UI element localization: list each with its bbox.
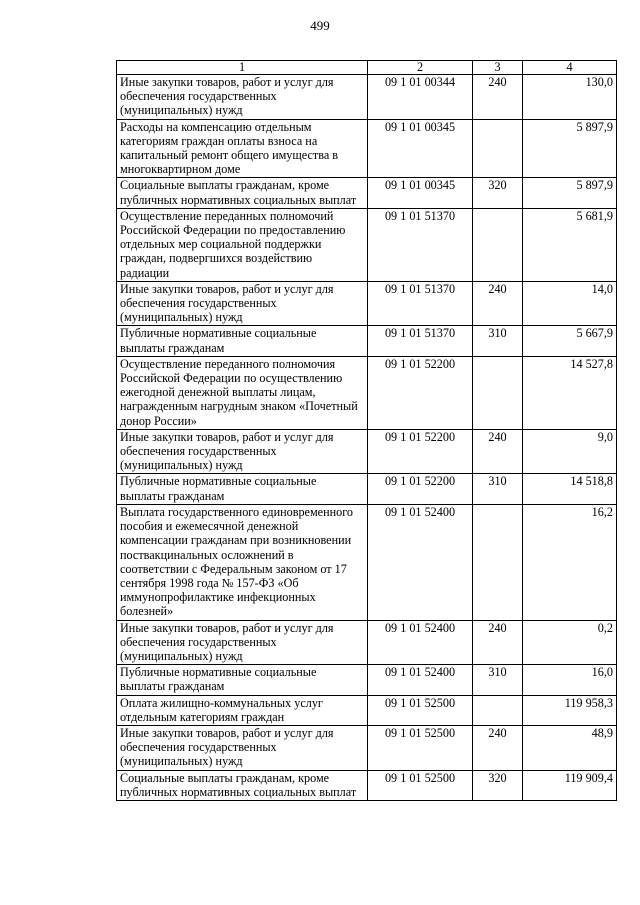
- row-expense-type-cell: 310: [473, 326, 523, 356]
- table-row: [117, 208, 617, 281]
- row-name-cell: Социальные выплаты гражданам, кроме публичных нормативных социальных выплат: [117, 178, 368, 208]
- table-row: [117, 474, 617, 504]
- row-expense-type-cell: 240: [473, 429, 523, 474]
- row-amount-cell: 14 518,8: [523, 474, 617, 504]
- row-name-cell: Публичные нормативные социальные выплаты гражданам: [117, 326, 368, 356]
- row-amount-cell: 14 527,8: [523, 356, 617, 429]
- row-code-cell: 09 1 01 52200: [368, 474, 473, 504]
- row-name-cell: Осуществление переданного полномочия Российской Федерации по осуществлению ежегодной денежной выплаты лицам, награжденным нагрудным знаком «Почетный донор России»: [117, 356, 368, 429]
- table-row: [117, 504, 617, 620]
- row-amount-cell: 5 897,9: [523, 119, 617, 178]
- row-name-cell: Публичные нормативные социальные выплаты гражданам: [117, 474, 368, 504]
- table-row: [117, 429, 617, 474]
- table-row: [117, 770, 617, 800]
- row-amount-cell: 119 909,4: [523, 770, 617, 800]
- row-name-cell: Оплата жилищно-коммунальных услуг отдельным категориям граждан: [117, 695, 368, 725]
- row-expense-type-cell: 240: [473, 75, 523, 120]
- row-code-cell: 09 1 01 51370: [368, 208, 473, 281]
- row-amount-cell: 5 897,9: [523, 178, 617, 208]
- row-amount-cell: 119 958,3: [523, 695, 617, 725]
- row-code-cell: 09 1 01 00345: [368, 178, 473, 208]
- row-expense-type-cell: [473, 356, 523, 429]
- table-body: [117, 75, 617, 801]
- table-row: [117, 665, 617, 695]
- row-name-cell: Иные закупки товаров, работ и услуг для обеспечения государственных (муниципальных) нужд: [117, 75, 368, 120]
- table-row: [117, 119, 617, 178]
- row-expense-type-cell: 240: [473, 281, 523, 326]
- row-code-cell: 09 1 01 52400: [368, 620, 473, 665]
- table-row: [117, 695, 617, 725]
- row-name-cell: Социальные выплаты гражданам, кроме публичных нормативных социальных выплат: [117, 770, 368, 800]
- row-amount-cell: 14,0: [523, 281, 617, 326]
- column-header-name: 1: [117, 61, 368, 75]
- row-name-cell: Иные закупки товаров, работ и услуг для обеспечения государственных (муниципальных) нужд: [117, 620, 368, 665]
- row-expense-type-cell: 320: [473, 770, 523, 800]
- table-row: [117, 326, 617, 356]
- table-header-row: [117, 61, 617, 75]
- table-row: [117, 281, 617, 326]
- row-code-cell: 09 1 01 52200: [368, 429, 473, 474]
- row-expense-type-cell: 310: [473, 665, 523, 695]
- row-amount-cell: 16,2: [523, 504, 617, 620]
- row-name-cell: Иные закупки товаров, работ и услуг для обеспечения государственных (муниципальных) нужд: [117, 281, 368, 326]
- row-amount-cell: 16,0: [523, 665, 617, 695]
- budget-table: [116, 60, 617, 801]
- row-expense-type-cell: 320: [473, 178, 523, 208]
- row-amount-cell: 48,9: [523, 725, 617, 770]
- row-code-cell: 09 1 01 00344: [368, 75, 473, 120]
- row-code-cell: 09 1 01 52200: [368, 356, 473, 429]
- row-code-cell: 09 1 01 52400: [368, 665, 473, 695]
- row-amount-cell: 5 667,9: [523, 326, 617, 356]
- row-code-cell: 09 1 01 51370: [368, 326, 473, 356]
- page-number: 499: [310, 18, 330, 33]
- row-code-cell: 09 1 01 52500: [368, 725, 473, 770]
- row-amount-cell: 130,0: [523, 75, 617, 120]
- table-row: [117, 725, 617, 770]
- row-name-cell: Иные закупки товаров, работ и услуг для обеспечения государственных (муниципальных) нужд: [117, 429, 368, 474]
- row-expense-type-cell: 310: [473, 474, 523, 504]
- table-row: [117, 356, 617, 429]
- row-name-cell: Выплата государственного единовременного пособия и ежемесячной денежной компенсации гражданам при возникновении поствакцинальных осложнений в соответствии с Федеральным законом от 17 сентября 1998 года № 157-ФЗ «Об иммунопрофилактике инфекционных болезней»: [117, 504, 368, 620]
- row-expense-type-cell: 240: [473, 725, 523, 770]
- row-name-cell: Расходы на компенсацию отдельным категориям граждан оплаты взноса на капитальный ремонт общего имущества в многоквартирном доме: [117, 119, 368, 178]
- row-expense-type-cell: [473, 504, 523, 620]
- row-amount-cell: 9,0: [523, 429, 617, 474]
- row-name-cell: Осуществление переданных полномочий Российской Федерации по предоставлению отдельных мер социальной поддержки граждан, подвергшихся воздействию радиации: [117, 208, 368, 281]
- row-amount-cell: 0,2: [523, 620, 617, 665]
- row-code-cell: 09 1 01 51370: [368, 281, 473, 326]
- column-header-expense-type: 3: [473, 61, 523, 75]
- row-expense-type-cell: [473, 208, 523, 281]
- row-code-cell: 09 1 01 52400: [368, 504, 473, 620]
- row-code-cell: 09 1 01 52500: [368, 695, 473, 725]
- column-header-amount: 4: [523, 61, 617, 75]
- row-name-cell: Иные закупки товаров, работ и услуг для обеспечения государственных (муниципальных) нужд: [117, 725, 368, 770]
- row-code-cell: 09 1 01 00345: [368, 119, 473, 178]
- table-row: [117, 75, 617, 120]
- column-header-code: 2: [368, 61, 473, 75]
- row-amount-cell: 5 681,9: [523, 208, 617, 281]
- table-row: [117, 178, 617, 208]
- table-row: [117, 620, 617, 665]
- row-expense-type-cell: [473, 119, 523, 178]
- row-name-cell: Публичные нормативные социальные выплаты гражданам: [117, 665, 368, 695]
- row-expense-type-cell: 240: [473, 620, 523, 665]
- row-expense-type-cell: [473, 695, 523, 725]
- row-code-cell: 09 1 01 52500: [368, 770, 473, 800]
